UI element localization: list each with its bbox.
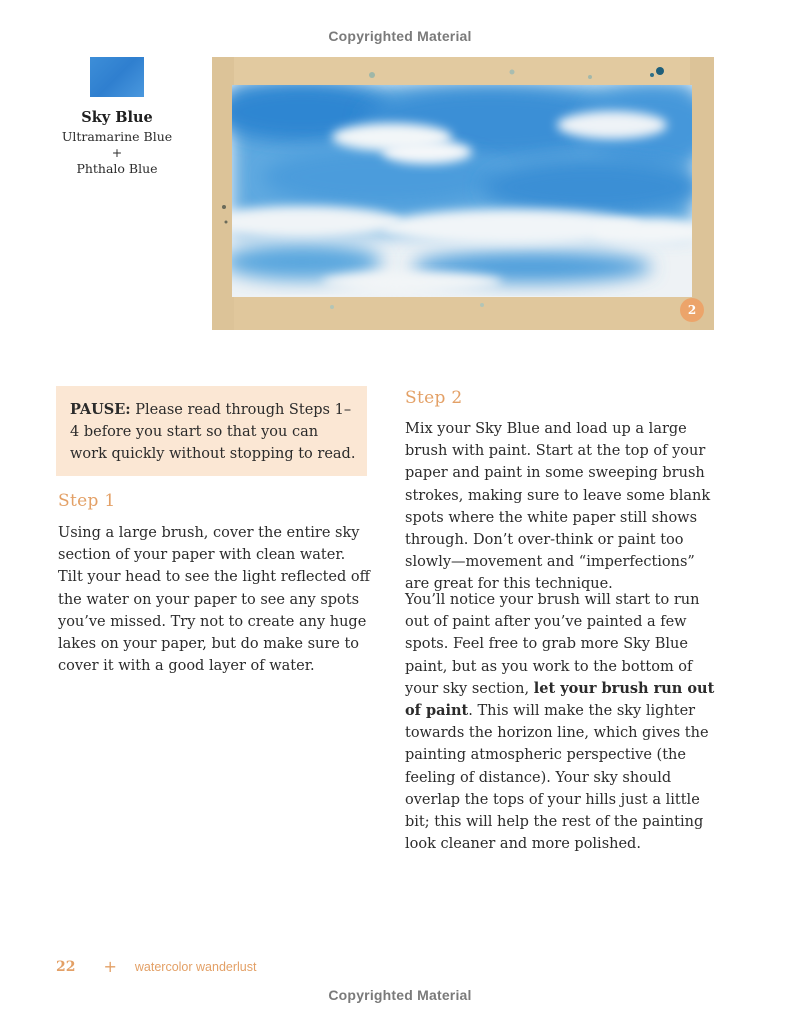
page-footer [56, 957, 256, 976]
sky-painting-photo [212, 57, 714, 330]
step2-paragraph-2 [405, 589, 723, 855]
sky-blue-swatch [90, 57, 144, 97]
step2-p2-bold: let your brush run out of paint [405, 679, 715, 720]
plus-separator-icon: + [103, 957, 117, 976]
step1-heading: Step 1 [58, 491, 116, 511]
step2-p2-end: . This will make the sky lighter towards the horizon line, which gives the painting atmospheric perspective (the feeling of distance). Your sky should overlap the tops of your hills just a little bit; this will help the rest of the painting look cleaner and more polished. [405, 703, 709, 853]
pause-label: PAUSE: [70, 401, 131, 418]
book-title: watercolor wanderlust [134, 959, 257, 974]
step2-heading: Step 2 [405, 388, 463, 408]
color-swatch-panel [56, 57, 178, 177]
swatch-name: Sky Blue [81, 109, 153, 126]
step2-p2-start: You’ll notice your brush will start to run out of paint after you’ve painted a few spots. Feel free to grab more Sky Blue paint, but as you work to the bottom of your sky section, [405, 592, 700, 697]
swatch-mix-line1: Ultramarine Blue + [61, 129, 173, 160]
pause-callout [56, 386, 367, 476]
step1-paragraph: Using a large brush, cover the entire sky section of your paper with clean water. Tilt your head to see the light reflected off the water on your paper to see any spots you’ve missed. Try not to create any huge lakes on your paper, but do make sure to cover it with a good layer of water. [58, 525, 370, 675]
step-number-badge: 2 [680, 298, 704, 322]
watermark-top: Copyrighted Material [328, 28, 472, 44]
swatch-mix-recipe [56, 129, 178, 177]
swatch-mix-line2: Phthalo Blue [76, 161, 158, 176]
pause-text-block [70, 399, 357, 465]
pause-text: Please read through Steps 1–4 before you start so that you can work quickly without stopping to read. [70, 402, 356, 462]
watermark-bottom: Copyrighted Material [328, 987, 472, 1003]
step2-paragraph-1: Mix your Sky Blue and load up a large brush with paint. Start at the top of your paper and paint in some sweeping brush strokes, making sure to leave some blank spots where the white paper still shows through. Don’t over-think or paint too slowly—movement and “imperfections” are great for this technique. [405, 421, 711, 593]
page-number: 22 [56, 958, 76, 975]
